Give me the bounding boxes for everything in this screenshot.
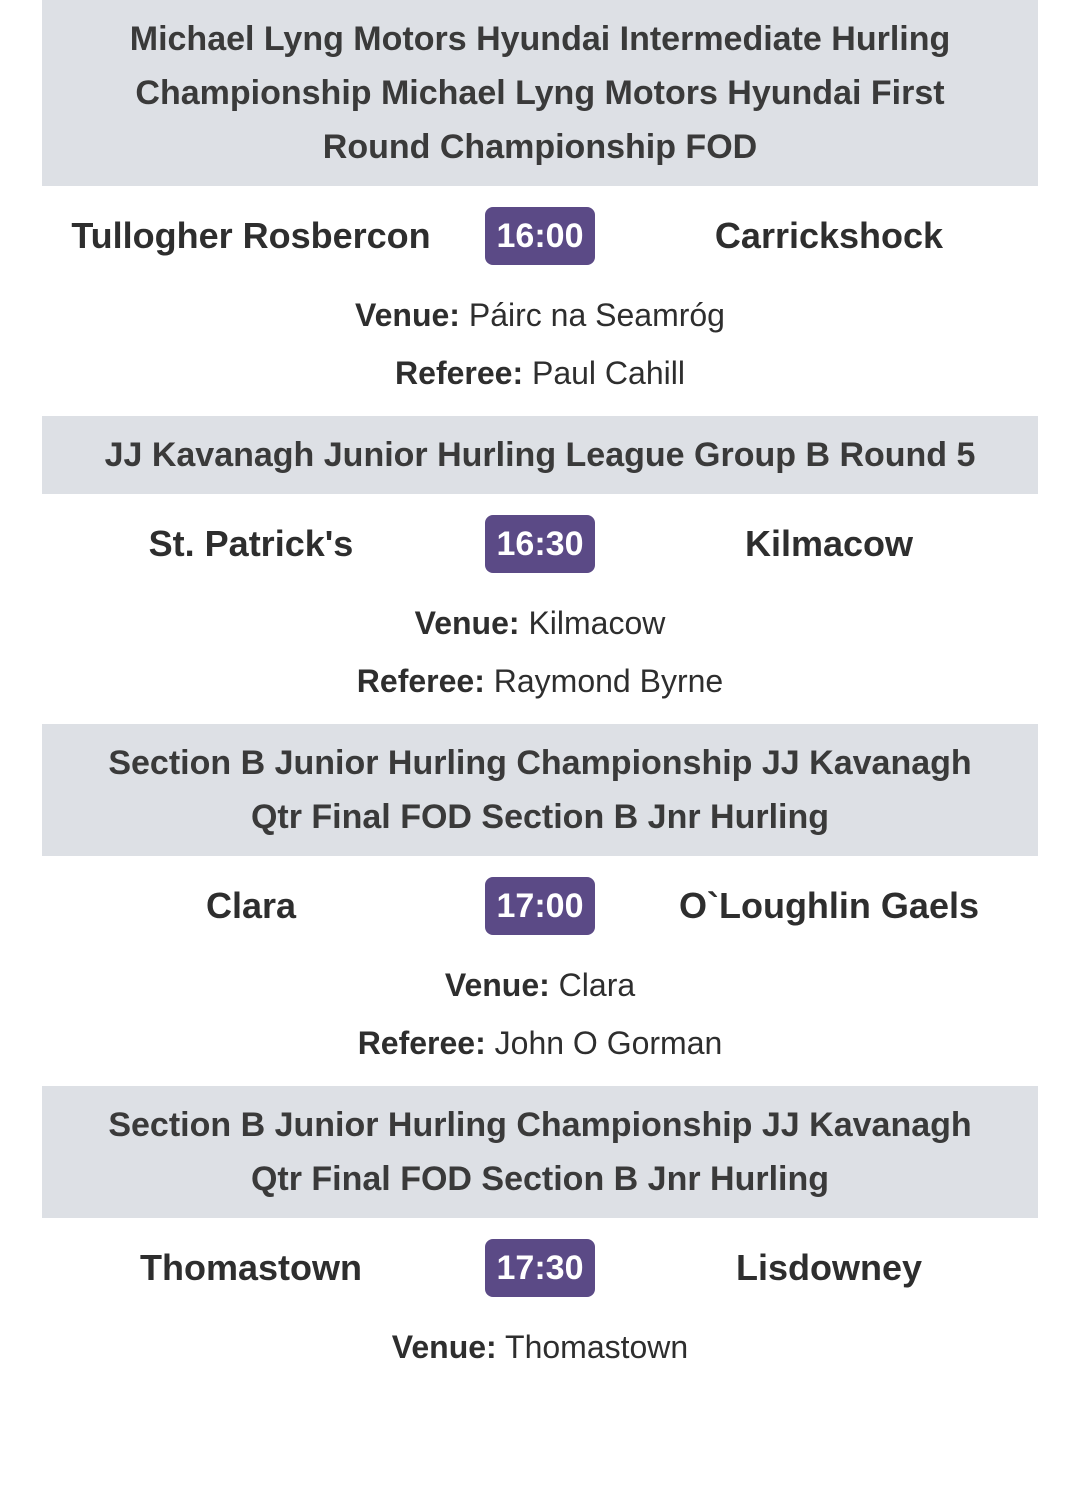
fixture-item	[42, 416, 1038, 724]
match-row[interactable]	[42, 494, 1038, 594]
match-row[interactable]	[42, 856, 1038, 956]
venue-value: Páirc na Seamróg	[468, 297, 725, 333]
venue-line	[42, 286, 1038, 344]
fixtures-list	[42, 0, 1038, 1390]
referee-label: Referee:	[356, 663, 485, 699]
competition-header: Section B Junior Hurling Championship JJ Kavanagh Qtr Final FOD Section B Jnr Hurling	[42, 1086, 1038, 1218]
away-team[interactable]: O`Loughlin Gaels	[678, 885, 979, 926]
match-details	[42, 1318, 1038, 1390]
time-badge: 17:30	[485, 1239, 596, 1297]
fixture-item	[42, 724, 1038, 1086]
competition-header: Section B Junior Hurling Championship JJ Kavanagh Qtr Final FOD Section B Jnr Hurling	[42, 724, 1038, 856]
fixture-item	[42, 1086, 1038, 1390]
venue-line	[42, 1318, 1038, 1376]
time-column	[460, 515, 620, 573]
time-column	[460, 207, 620, 265]
home-team[interactable]: Thomastown	[140, 1247, 362, 1288]
referee-label: Referee:	[395, 355, 524, 391]
home-team[interactable]: Clara	[205, 885, 297, 926]
home-team[interactable]: Tullogher Rosbercon	[71, 215, 431, 256]
match-details	[42, 594, 1038, 724]
referee-value: Raymond Byrne	[493, 663, 724, 699]
venue-value: Clara	[558, 967, 636, 1003]
time-column	[460, 1239, 620, 1297]
away-team[interactable]: Lisdowney	[735, 1247, 923, 1288]
away-team[interactable]: Carrickshock	[714, 215, 944, 256]
home-team[interactable]: St. Patrick's	[148, 523, 354, 564]
match-row[interactable]	[42, 186, 1038, 286]
venue-label: Venue:	[391, 1329, 497, 1365]
venue-value: Thomastown	[505, 1329, 689, 1365]
time-badge: 16:30	[485, 515, 596, 573]
time-badge: 17:00	[485, 877, 596, 935]
match-details	[42, 956, 1038, 1086]
time-badge: 16:00	[485, 207, 596, 265]
venue-label: Venue:	[355, 297, 460, 333]
fixture-item	[42, 0, 1038, 416]
match-details	[42, 286, 1038, 416]
referee-line	[42, 652, 1038, 710]
referee-line	[42, 344, 1038, 402]
venue-line	[42, 956, 1038, 1014]
venue-label: Venue:	[414, 605, 520, 641]
referee-line	[42, 1014, 1038, 1072]
referee-value: John O Gorman	[494, 1025, 723, 1061]
venue-line	[42, 594, 1038, 652]
referee-label: Referee:	[357, 1025, 486, 1061]
match-row[interactable]	[42, 1218, 1038, 1318]
competition-header: Michael Lyng Motors Hyundai Intermediate Hurling Championship Michael Lyng Motors Hyundai First Round Championship FOD	[42, 0, 1038, 186]
referee-value: Paul Cahill	[531, 355, 685, 391]
competition-header: JJ Kavanagh Junior Hurling League Group B Round 5	[42, 416, 1038, 494]
venue-label: Venue:	[444, 967, 550, 1003]
time-column	[460, 877, 620, 935]
away-team[interactable]: Kilmacow	[744, 523, 914, 564]
venue-value: Kilmacow	[528, 605, 666, 641]
